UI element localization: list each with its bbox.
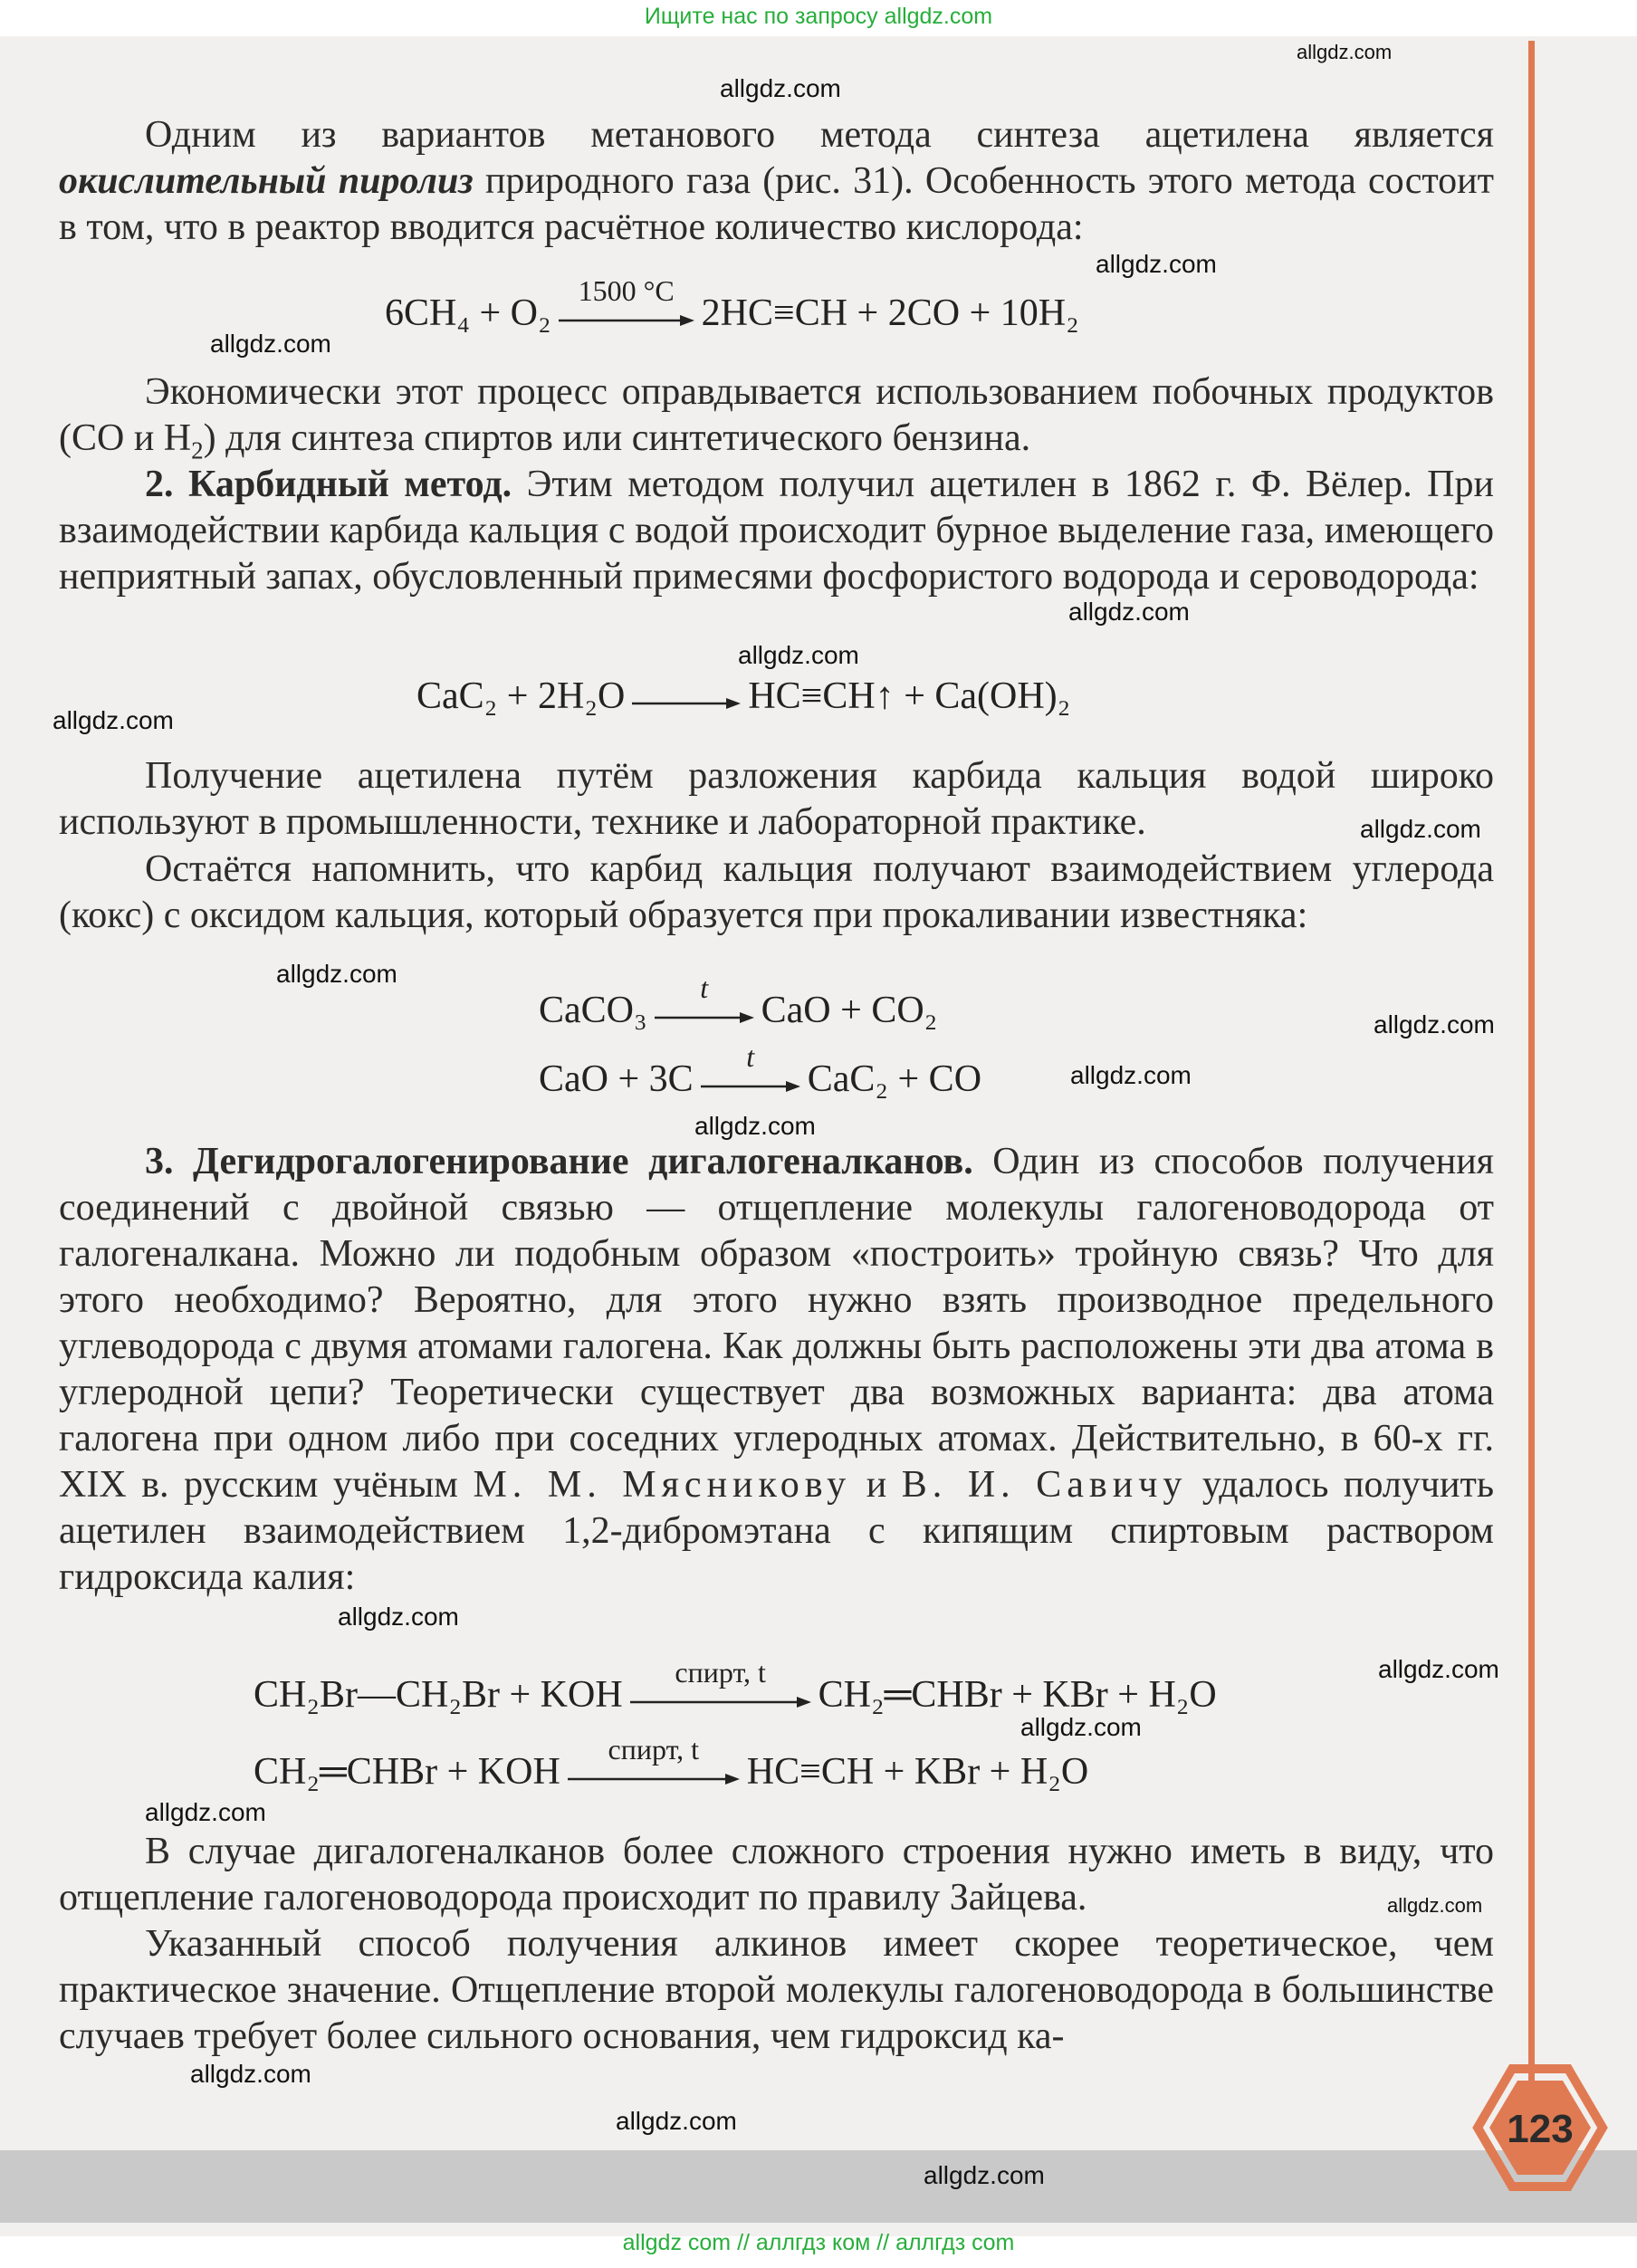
watermark: allgdz.com [738, 641, 859, 669]
watermark: allgdz.com [1360, 815, 1481, 843]
equation-2: CaC₂ + 2H₂O HC≡CH↑ + Ca(OH)₂ [416, 675, 1071, 717]
watermark: allgdz.com [694, 1112, 816, 1140]
top-note[interactable]: Ищите нас по запросу allgdz.com [644, 4, 993, 29]
watermark: allgdz.com [1068, 598, 1190, 626]
watermark: allgdz.com [276, 960, 397, 988]
watermark: allgdz.com [1387, 1894, 1483, 1917]
equation-1: 6CH₄ + O₂ 1500 °C 2HC≡CH + 2CO + 10H₂ [385, 274, 1079, 334]
equation-5: CH₂Br—CH₂Br + KOH спирт, t CH₂═CHBr + KBr + H₂O [254, 1656, 1217, 1716]
paragraph-6: 3. Дегидрогалогенирование дигалогеналканов. Один из способов получения соединений с двойной связью — отщепление молекулы галогеноводорода от галогеналкана. Можно ли подобным образом «построить» тройную связь? Что для этого необходимо? Вероятно, для этого нужно взять производное предельного углеводорода с двумя атомами галогена. Как должны быть расположены эти два атома в углеродной цепи? Теоретически существует два возможных варианта: два атома галогена при одном либо при соседних углеродных атомах. Действительно, в 60-х гг. XIX в. русским учёным М. М. Мясникову и В. И. Савичу удалось получить ацетилен взаимодействием 1,2-дибромэтана с кипящим спиртовым раствором гидроксида калия: [59, 1141, 1494, 1598]
bottom-note[interactable]: allgdz com // аллгдз ком // аллгдз com [622, 2230, 1015, 2255]
page-number-badge [1467, 2064, 1612, 2223]
watermark: allgdz.com [1096, 250, 1217, 278]
watermark: allgdz.com [616, 2107, 737, 2135]
watermark: allgdz.com [1297, 41, 1393, 63]
watermark: allgdz.com [1374, 1010, 1495, 1038]
watermark: allgdz.com [720, 74, 841, 102]
watermark: allgdz.com [1070, 1061, 1192, 1089]
watermark: allgdz.com [190, 2060, 311, 2088]
equation-4: CaO + 3C t CaC₂ + CO [539, 1040, 982, 1100]
footer-band [0, 2150, 1637, 2223]
watermark: allgdz.com [1020, 1713, 1142, 1741]
page-number: 123 [1507, 2107, 1574, 2151]
paragraph-4: Получение ацетилена путём разложения карбида кальция водой широко используют в промышленности, технике и лабораторной практике. [59, 755, 1494, 843]
paragraph-8: Указанный способ получения алкинов имеет скорее теоретическое, чем практическое значение. Отщепление второй молекулы галогеноводорода в большинстве случаев требует более сильного основания, чем гидроксид ка- [59, 1923, 1494, 2057]
watermark: allgdz.com [210, 330, 331, 358]
margin-accent-line [1528, 41, 1535, 2114]
watermark: allgdz.com [338, 1603, 459, 1631]
paragraph-1: Одним из вариантов метанового метода синтеза ацетилена является окислительный пиролиз природного газа (рис. 31). Особенность этого метода состоит в том, что в реактор вводится расчётное количество кислорода: [59, 114, 1494, 248]
paragraph-2: Экономически этот процесс оправдывается использованием побочных продуктов (CO и $H_2$) для синтеза спиртов или синтетического бензина. [59, 371, 1494, 464]
paragraph-3: 2. Карбидный метод. Этим методом получил ацетилен в 1862 г. Ф. Вёлер. При взаимодействии карбида кальция с водой происходит бурное выделение газа, имеющего неприятный запах, обусловленный примесями фосфористого водорода и сероводорода: [59, 464, 1494, 598]
equation-3: CaCO₃ t CaO + CO₂ [539, 971, 938, 1031]
watermark: allgdz.com [145, 1798, 266, 1826]
paragraph-7: В случае дигалогеналканов более сложного строения нужно иметь в виду, что отщепление галогеноводорода происходит по правилу Зайцева. [59, 1831, 1494, 1919]
equation-6: CH₂═CHBr + KOH спирт, t HC≡CH + KBr + H₂O [254, 1733, 1089, 1793]
watermark: allgdz.com [1378, 1655, 1499, 1683]
watermark: allgdz.com [53, 706, 174, 734]
paragraph-5: Остаётся напомнить, что карбид кальция получают взаимодействием углерода (кокс) с оксидом кальция, который образуется при прокаливании известняка: [59, 848, 1494, 936]
watermark: allgdz.com [924, 2161, 1045, 2189]
